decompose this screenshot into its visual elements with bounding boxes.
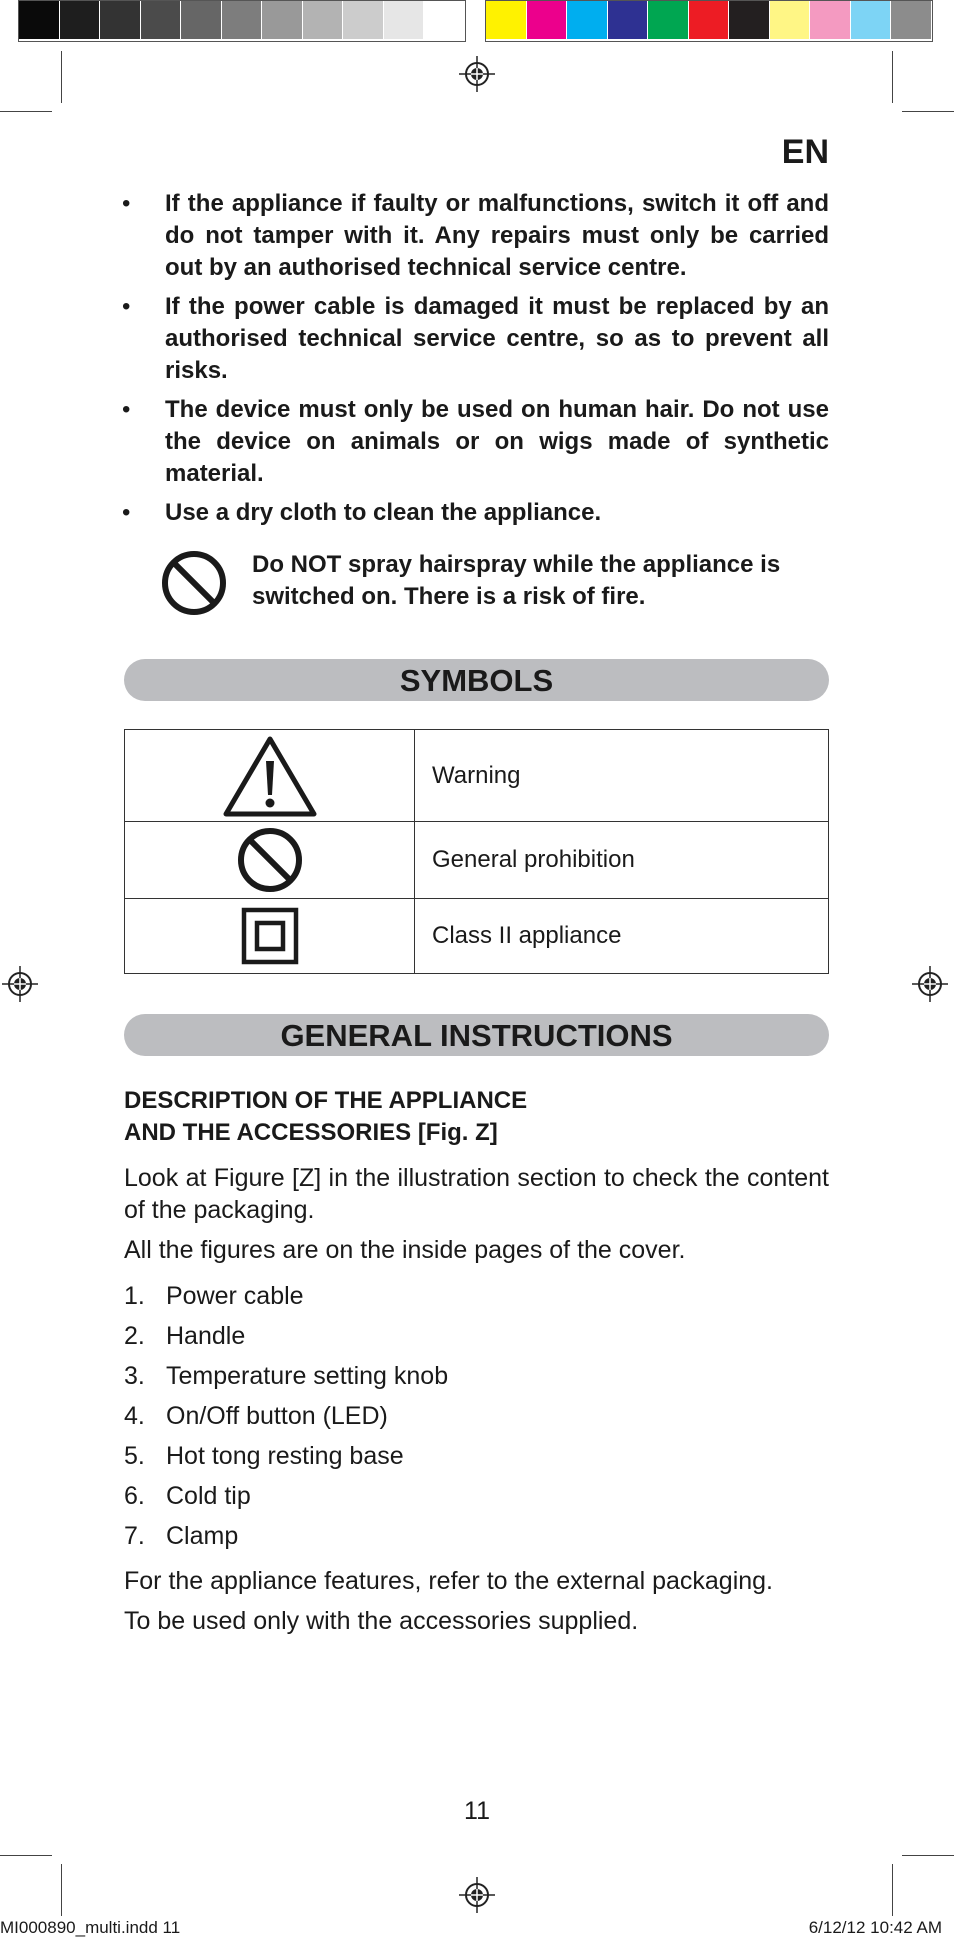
description-heading-line: AND THE ACCESSORIES [Fig. Z] bbox=[124, 1119, 498, 1146]
item-label: Hot tong resting base bbox=[166, 1442, 404, 1470]
crop-mark bbox=[0, 1855, 52, 1856]
gray-swatch bbox=[19, 1, 59, 39]
list-item bbox=[122, 497, 829, 529]
color-swatch bbox=[527, 1, 567, 39]
color-swatch bbox=[729, 1, 769, 39]
list-item bbox=[124, 1436, 448, 1476]
list-item bbox=[124, 1476, 448, 1516]
description-heading bbox=[124, 1085, 527, 1149]
table-cell-label: Class II appliance bbox=[415, 899, 829, 974]
color-swatch bbox=[648, 1, 688, 39]
table-cell-label: General prohibition bbox=[415, 822, 829, 899]
color-swatch bbox=[486, 1, 526, 39]
bullet-marker: • bbox=[122, 396, 131, 423]
item-number: 3. bbox=[124, 1362, 145, 1390]
table-cell-icon bbox=[125, 899, 415, 974]
list-item bbox=[122, 291, 829, 387]
gray-swatch bbox=[222, 1, 262, 39]
color-swatch bbox=[891, 1, 931, 39]
cover-paragraph: All the figures are on the inside pages of the cover. bbox=[124, 1236, 686, 1264]
color-swatch bbox=[567, 1, 607, 39]
gray-swatch bbox=[181, 1, 221, 39]
accessories-paragraph: To be used only with the accessories supplied. bbox=[124, 1607, 639, 1635]
registration-target-icon bbox=[2, 966, 38, 1002]
list-item bbox=[124, 1396, 448, 1436]
gray-swatch bbox=[100, 1, 140, 39]
color-swatch bbox=[770, 1, 810, 39]
gray-swatch bbox=[424, 1, 464, 39]
hairspray-warning-text: Do NOT spray hairspray while the appliance is switched on. There is a risk of fire. bbox=[252, 551, 781, 610]
gray-swatch bbox=[384, 1, 424, 39]
safety-bullet-list bbox=[122, 188, 829, 536]
bullet-text: Use a dry cloth to clean the appliance. bbox=[165, 499, 602, 526]
gray-swatch bbox=[60, 1, 100, 39]
table-row bbox=[125, 730, 829, 822]
item-number: 6. bbox=[124, 1482, 145, 1510]
list-item bbox=[124, 1356, 448, 1396]
item-label: Handle bbox=[166, 1322, 246, 1350]
bullet-marker: • bbox=[122, 190, 131, 217]
crop-mark bbox=[902, 1855, 954, 1856]
item-label: Clamp bbox=[166, 1522, 239, 1550]
color-swatch bbox=[608, 1, 648, 39]
crop-mark bbox=[0, 111, 52, 112]
list-item bbox=[124, 1516, 448, 1556]
bullet-marker: • bbox=[122, 293, 131, 320]
item-number: 4. bbox=[124, 1402, 145, 1430]
bullet-text: The device must only be used on human hair. Do not use the device on animals or on wigs made of synthetic material. bbox=[165, 396, 829, 487]
table-row bbox=[125, 822, 829, 899]
gray-swatch bbox=[141, 1, 181, 39]
bullet-marker: • bbox=[122, 499, 131, 526]
registration-target-icon bbox=[912, 966, 948, 1002]
list-item bbox=[122, 188, 829, 284]
general-instructions-heading: GENERAL INSTRUCTIONS bbox=[124, 1014, 829, 1056]
page-number: 11 bbox=[464, 1797, 490, 1825]
parts-list bbox=[124, 1276, 448, 1556]
gray-swatch bbox=[303, 1, 343, 39]
date-slug: 6/12/12 10:42 AM bbox=[808, 1918, 942, 1937]
list-item bbox=[124, 1316, 448, 1356]
bullet-text: If the appliance if faulty or malfunctions, switch it off and do not tamper with it. Any repairs must only be carried out by an authorised technical service centre. bbox=[165, 190, 829, 281]
color-swatch bbox=[689, 1, 729, 39]
item-label: On/Off button (LED) bbox=[166, 1402, 388, 1430]
crop-mark bbox=[61, 1864, 62, 1916]
crop-mark bbox=[892, 1864, 893, 1916]
item-number: 5. bbox=[124, 1442, 145, 1470]
item-number: 2. bbox=[124, 1322, 145, 1350]
table-cell-label: Warning bbox=[415, 730, 829, 822]
language-code: EN bbox=[781, 133, 829, 171]
prohibition-icon bbox=[160, 549, 228, 617]
crop-mark bbox=[892, 51, 893, 103]
item-label: Cold tip bbox=[166, 1482, 251, 1510]
table-cell-icon bbox=[125, 822, 415, 899]
color-swatch bbox=[810, 1, 850, 39]
file-slug: MI000890_multi.indd 11 bbox=[0, 1918, 181, 1937]
registration-target-icon bbox=[459, 56, 495, 92]
table-row bbox=[125, 899, 829, 974]
table-cell-icon bbox=[125, 730, 415, 822]
gray-swatch bbox=[343, 1, 383, 39]
class-ii-icon bbox=[241, 907, 299, 965]
color-swatch bbox=[851, 1, 891, 39]
bullet-text: If the power cable is damaged it must be replaced by an authorised technical service centre, so as to prevent all risks. bbox=[165, 293, 829, 384]
crop-mark bbox=[902, 111, 954, 112]
gray-swatch bbox=[262, 1, 302, 39]
item-number: 1. bbox=[124, 1282, 145, 1310]
item-label: Temperature setting knob bbox=[166, 1362, 449, 1390]
crop-mark bbox=[61, 51, 62, 103]
registration-target-icon bbox=[459, 1877, 495, 1913]
list-item bbox=[122, 394, 829, 490]
prohibition-icon bbox=[236, 826, 304, 894]
warning-triangle-icon bbox=[221, 733, 319, 819]
item-label: Power cable bbox=[166, 1282, 304, 1310]
item-number: 7. bbox=[124, 1522, 145, 1550]
list-item bbox=[124, 1276, 448, 1316]
symbols-heading: SYMBOLS bbox=[124, 659, 829, 701]
symbols-table bbox=[124, 729, 829, 974]
description-heading-line: DESCRIPTION OF THE APPLIANCE bbox=[124, 1087, 528, 1114]
features-paragraph: For the appliance features, refer to the external packaging. bbox=[124, 1567, 773, 1595]
figure-paragraph: Look at Figure [Z] in the illustration section to check the content of the packaging. bbox=[124, 1164, 829, 1224]
